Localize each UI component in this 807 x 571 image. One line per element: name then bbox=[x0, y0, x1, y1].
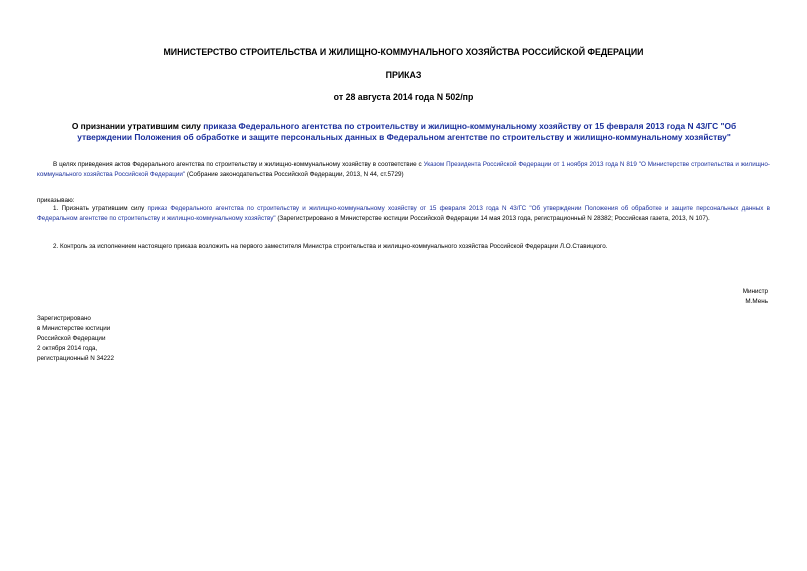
registration-line: 2 октября 2014 года, bbox=[37, 345, 98, 352]
order-link[interactable]: приказ Федерального агентства по строительству и жилищно-коммунальному хозяйству от 15 февраля 2013 года N 43/ГС "Об утверждении Положения об обработке и защите персональных данных в Федеральном агентстве по строительству и жилищно-коммунальному хозяйству" bbox=[37, 205, 770, 222]
document-date: от 28 августа 2014 года N 502/пр bbox=[333, 92, 474, 102]
preamble-text-end: (Собрание законодательства Российской Федерации, 2013, N 44, ст.5729) bbox=[185, 171, 404, 178]
document-title bbox=[44, 121, 764, 143]
document-type: ПРИКАЗ bbox=[385, 70, 422, 80]
registration-line: регистрационный N 34222 bbox=[37, 355, 115, 362]
paragraph-item-1 bbox=[37, 204, 770, 224]
item1-text-end: (Зарегистрировано в Министерстве юстиции Российской Федерации 14 мая 2013 года, регистрационный N 28382; Российская газета, 2013, N 107). bbox=[275, 215, 710, 222]
signature-title: Министр bbox=[742, 288, 768, 295]
paragraph-order-word: приказываю: bbox=[37, 197, 75, 204]
title-prefix: О признании утратившим силу bbox=[71, 121, 204, 131]
registration-block bbox=[37, 314, 114, 364]
decree-link[interactable]: Указом Президента Российской Федерации от 1 ноября 2013 года N 819 "О Министерстве строительства и жилищно-коммунального хозяйства Российской Федерации" bbox=[37, 161, 770, 178]
paragraph-item-2: 2. Контроль за исполнением настоящего приказа возложить на первого заместителя Министра строительства и жилищно-коммунального хозяйства Российской Федерации Л.О.Ставицкого. bbox=[53, 243, 608, 250]
paragraph-preamble bbox=[37, 160, 770, 180]
preamble-text-start: В целях приведения актов Федерального агентства по строительству и жилищно-коммунальному хозяйству в соответствие с bbox=[53, 161, 424, 168]
registration-line: в Министерстве юстиции bbox=[37, 325, 111, 332]
registration-line: Зарегистрировано bbox=[37, 315, 91, 322]
ministry-heading: МИНИСТЕРСТВО СТРОИТЕЛЬСТВА И ЖИЛИЩНО-КОММУНАЛЬНОГО ХОЗЯЙСТВА РОССИЙСКОЙ ФЕДЕРАЦИИ bbox=[163, 47, 644, 57]
title-link[interactable]: приказа Федерального агентства по строительству и жилищно-коммунальному хозяйству от 15 февраля 2013 года N 43/ГС "Об утверждении Положения об обработке и защите персональных данных в Федеральном агентстве по строительству и жилищно-коммунальному хозяйству" bbox=[77, 121, 737, 142]
signature-name: М.Мень bbox=[745, 298, 768, 305]
registration-line: Российской Федерации bbox=[37, 335, 106, 342]
item1-text-start: 1. Признать утратившим силу bbox=[53, 205, 148, 212]
